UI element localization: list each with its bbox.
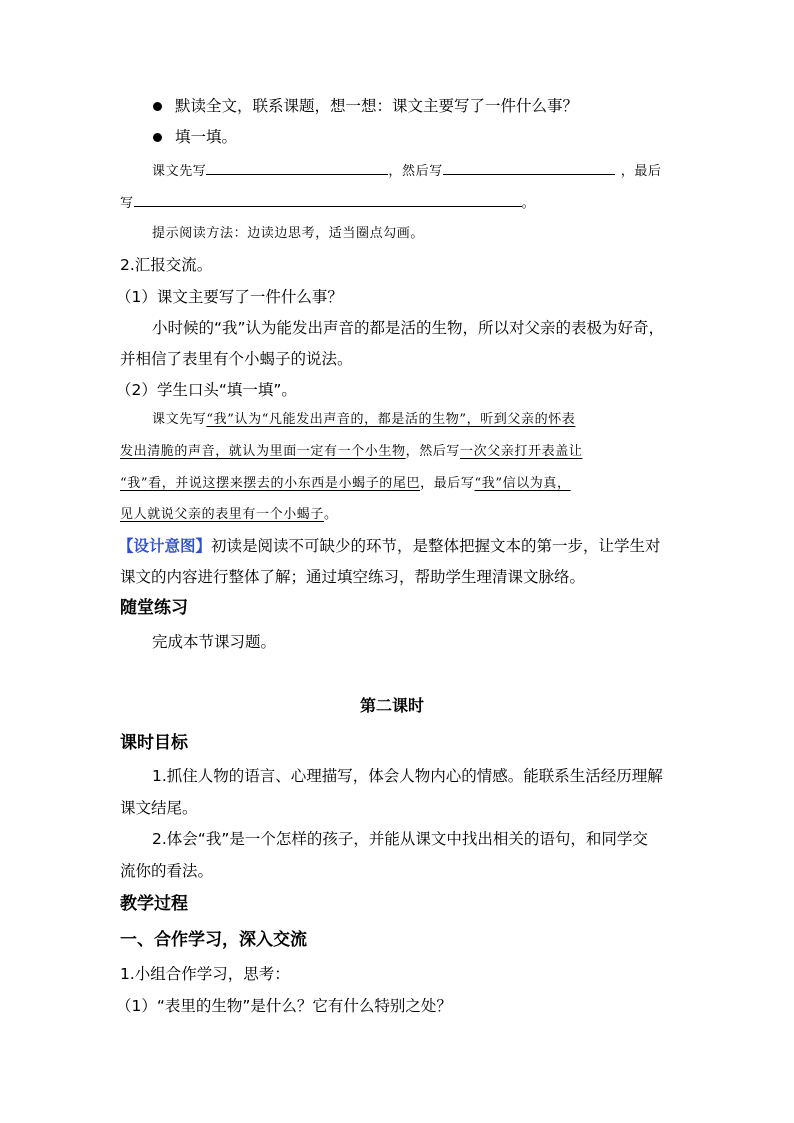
lesson2-title: 第二课时 xyxy=(360,696,425,715)
report-q1: （1）课文主要写了一件什么事？ xyxy=(116,288,343,306)
section1-heading: 一、合作学习，深入交流 xyxy=(120,930,307,950)
bullet-dot xyxy=(153,133,162,142)
fill-label-last: ，最后 xyxy=(620,164,662,179)
practice-heading: 随堂练习 xyxy=(120,598,188,618)
answer-line-1 xyxy=(152,410,575,430)
answer-line-3 xyxy=(120,474,571,494)
design-intent-line2: 课文的内容进行整体了解；通过填空练习，帮助学生理清课文脉络。 xyxy=(120,568,586,586)
answer-underlined: 一次父亲打开表盖让 xyxy=(460,444,583,459)
fill-line-1 xyxy=(152,160,662,182)
report-a1-line2: 并相信了表里有个小蝎子的说法。 xyxy=(120,350,353,368)
report-a1-line1: 小时候的“我”认为能发出声音的都是活的生物，所以对父亲的表极为好奇， xyxy=(152,319,665,337)
answer-line-2 xyxy=(120,442,582,462)
bullet-dot xyxy=(153,102,162,111)
process-heading: 教学过程 xyxy=(120,894,188,914)
answer-underlined: 发出清脆的声音，就认为里面一定有一个小生物 xyxy=(120,444,406,459)
answer-text: ，最后写 xyxy=(420,476,475,491)
goal1-line1: 1.抓住人物的语言、心理描写，体会人物内心的情感。能联系生活经历理解 xyxy=(152,767,663,785)
goals-heading: 课时目标 xyxy=(120,733,188,753)
bullet-text-1: 默读全文，联系课题，想一想：课文主要写了一件什么事？ xyxy=(175,97,579,115)
fill-label-first: 课文先写 xyxy=(152,164,207,179)
reading-hint: 提示阅读方法：边读边思考，适当圈点勾画。 xyxy=(152,226,425,241)
design-intent-text: 初读是阅读不可缺少的环节，是整体把握文本的第一步，让学生对 xyxy=(211,537,661,555)
fill-blank-2[interactable] xyxy=(443,160,615,175)
goal1-line2: 课文结尾。 xyxy=(120,799,198,817)
design-intent-label: 【设计意图】 xyxy=(118,537,212,555)
report-heading: 2.汇报交流。 xyxy=(120,256,213,274)
fill-line-2 xyxy=(120,192,535,214)
answer-underlined: “我”信以为真， xyxy=(474,476,571,491)
answer-line-4 xyxy=(120,505,338,525)
answer-underlined: “我”看，并说这摆来摆去的小东西是小蝎子的尾巴 xyxy=(120,476,421,491)
fill-blank-3[interactable] xyxy=(134,192,522,207)
answer-text: ，然后写 xyxy=(405,444,461,459)
fill-label-then: ，然后写 xyxy=(388,164,443,179)
design-intent-line1 xyxy=(118,536,661,556)
goal2-line1: 2.体会“我”是一个怎样的孩子，并能从课文中找出相关的语句，和同学交 xyxy=(152,830,648,848)
fill-blank-1[interactable] xyxy=(206,160,388,175)
answer-text: 课文先写 xyxy=(152,412,207,427)
goal2-line2: 流你的看法。 xyxy=(120,862,214,880)
item1-q1: （1）“表里的生物”是什么？它有什么特别之处？ xyxy=(116,997,452,1015)
item1: 1.小组合作学习，思考： xyxy=(120,965,290,983)
answer-underlined: “我”认为“凡能发出声音的，都是活的生物”，听到父亲的怀表 xyxy=(206,412,576,427)
answer-text: 。 xyxy=(324,507,338,522)
bullet-text-2: 填一填。 xyxy=(175,128,238,146)
report-q2: （2）学生口头“填一填”。 xyxy=(116,381,297,399)
fill-label-write: 写 xyxy=(120,196,134,211)
answer-underlined: 见人就说父亲的表里有一个小蝎子 xyxy=(120,507,325,522)
practice-text: 完成本节课习题。 xyxy=(152,633,277,651)
fill-end: 。 xyxy=(521,196,536,211)
